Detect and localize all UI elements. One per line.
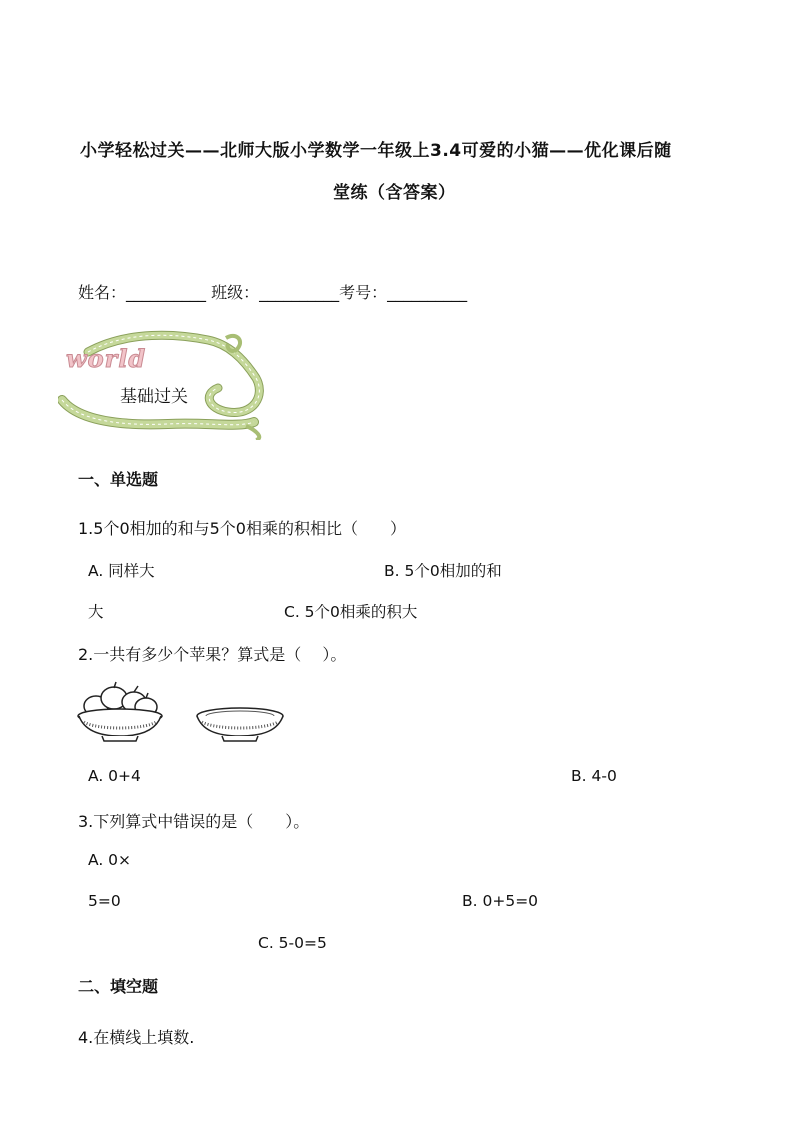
section-banner — [58, 330, 268, 440]
q4-stem: 4.在横线上填数. — [78, 1028, 195, 1047]
q3-option-a-line1: A. 0× — [88, 851, 132, 869]
student-info-line: 姓名：__________ 班级：__________考号：__________ — [78, 283, 468, 302]
q1-option-b-line1: B. 5个0相加的和 — [384, 562, 502, 580]
banner-label: 基础过关 — [120, 387, 188, 407]
empty-bowl — [197, 708, 283, 741]
section-heading-fill-blank: 二、填空题 — [78, 977, 159, 996]
doc-title-line2: 堂练（含答案） — [333, 183, 456, 203]
q3-option-b: B. 0+5=0 — [462, 892, 539, 910]
q1-stem: 1.5个0相加的和与5个0相乘的积相比（ ） — [78, 519, 406, 538]
q2-stem: 2.一共有多少个苹果？算式是（ ）。 — [78, 645, 347, 664]
q3-option-a-line2: 5=0 — [88, 892, 121, 910]
bowl-with-apples — [78, 682, 162, 741]
q2-option-a: A. 0+4 — [88, 767, 141, 785]
q2-option-b: B. 4-0 — [571, 767, 617, 785]
q3-option-c: C. 5-0=5 — [258, 934, 327, 952]
q3-stem: 3.下列算式中错误的是（ ）。 — [78, 812, 310, 831]
doc-title-line1: 小学轻松过关——北师大版小学数学一年级上3.4可爱的小猫——优化课后随 — [80, 141, 672, 161]
q1-option-c: C. 5个0相乘的积大 — [284, 603, 418, 621]
apple-bowls-image — [76, 680, 291, 744]
q1-option-b-line2: 大 — [88, 603, 104, 621]
q1-option-a: A. 同样大 — [88, 562, 155, 580]
section-heading-single-choice: 一、单选题 — [78, 470, 159, 489]
banner-word: world — [66, 344, 147, 373]
